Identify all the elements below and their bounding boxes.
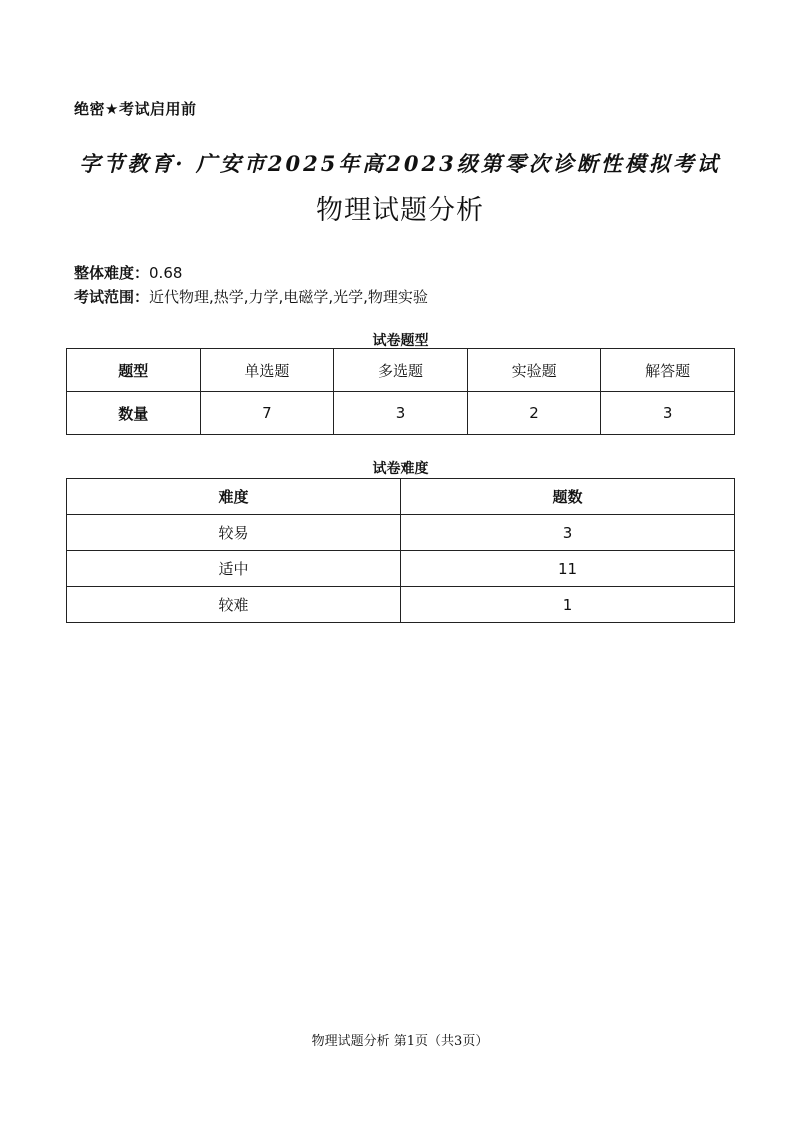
difficulty-level-cell: 较易 (67, 515, 401, 551)
difficulty-level-cell: 较难 (67, 587, 401, 623)
table-row (67, 587, 735, 623)
question-type-row (67, 349, 735, 392)
document-title: 物理试题分析 (316, 195, 484, 226)
question-type-row-header: 题型 (67, 349, 201, 392)
table-row (67, 551, 735, 587)
difficulty-column-header: 难度 (67, 479, 401, 515)
difficulty-table (66, 478, 735, 623)
question-count-cell: 3 (601, 392, 735, 435)
difficulty-count-cell: 1 (401, 587, 735, 623)
exam-scope (74, 286, 428, 307)
question-count-cell: 7 (200, 392, 334, 435)
difficulty-count-cell: 3 (401, 515, 735, 551)
difficulty-caption: 试卷难度 (372, 461, 429, 477)
question-count-row-header: 数量 (67, 392, 201, 435)
overall-difficulty-label: 整体难度： (74, 264, 150, 282)
difficulty-level-cell: 适中 (67, 551, 401, 587)
question-count-cell: 3 (334, 392, 468, 435)
question-type-cell: 多选题 (334, 349, 468, 392)
page-footer: 物理试题分析 第1页（共3页） (311, 1034, 489, 1049)
question-types-table (66, 348, 735, 435)
confidential-label: 绝密★考试启用前 (74, 100, 197, 118)
overall-difficulty-value: 0.68 (149, 264, 183, 282)
exam-title: 字节教育· 广安市2025年高2023级第零次诊断性模拟考试 (79, 151, 721, 176)
overall-difficulty (74, 262, 182, 283)
count-column-header: 题数 (401, 479, 735, 515)
exam-scope-value: 近代物理,热学,力学,电磁学,光学,物理实验 (149, 288, 428, 306)
exam-scope-label: 考试范围： (74, 288, 150, 306)
question-type-cell: 实验题 (467, 349, 601, 392)
question-type-cell: 解答题 (601, 349, 735, 392)
question-count-cell: 2 (467, 392, 601, 435)
difficulty-header-row (67, 479, 735, 515)
question-count-row (67, 392, 735, 435)
question-type-cell: 单选题 (200, 349, 334, 392)
table-row (67, 515, 735, 551)
question-types-caption: 试卷题型 (372, 333, 429, 349)
difficulty-count-cell: 11 (401, 551, 735, 587)
